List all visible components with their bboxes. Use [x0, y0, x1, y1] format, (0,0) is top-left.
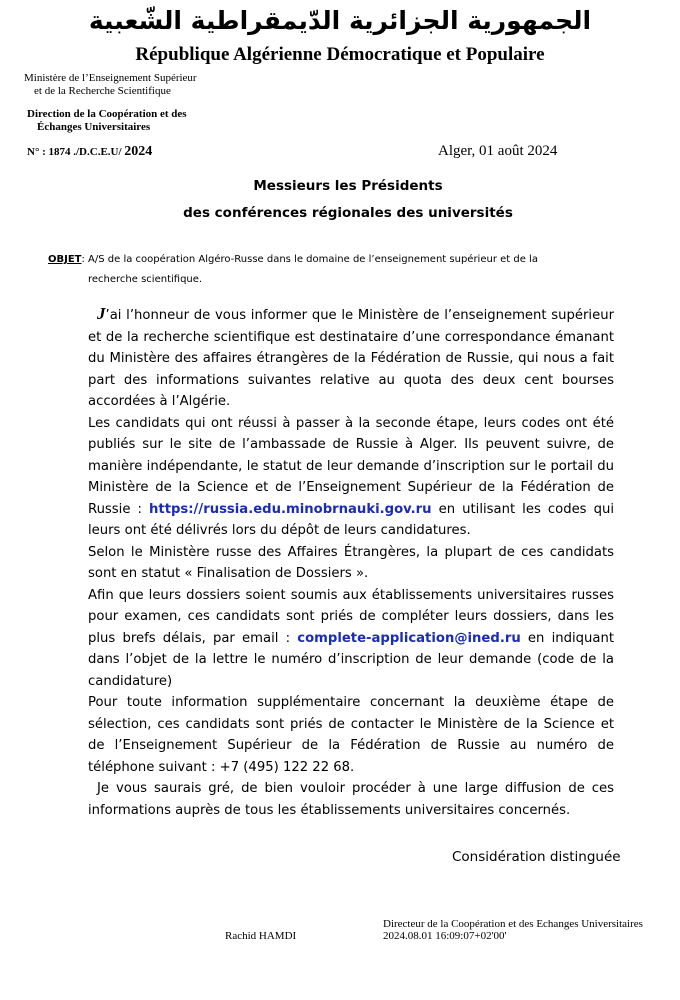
paragraph-5: Pour toute information supplémentaire concernant la deuxième étape de sélection, ces candidats sont priés de contacter le Ministère de la Science et de l’Enseignement Supérieur de la Fédération de Russie au numéro de téléphone suivant : +7 (495) 122 22 68. — [88, 695, 614, 775]
letter-date: Alger, 01 août 2024 — [438, 143, 558, 159]
signatory-title: Directeur de la Coopération et des Echanges Universitaires — [383, 918, 643, 930]
objet-text-line-2: recherche scientifique. — [88, 274, 203, 285]
digital-signature-block — [383, 918, 643, 942]
objet-text: : A/S de la coopération Algéro-Russe dans le domaine de l’enseignement supérieur et de la — [81, 254, 538, 265]
signature-timestamp: 2024.08.01 16:09:07+02'00' — [383, 930, 507, 942]
republic-title: République Algérienne Démocratique et Populaire — [135, 44, 545, 65]
reference-number — [27, 144, 152, 160]
direction-line-1: Direction de la Coopération et des — [27, 108, 187, 120]
email-link[interactable]: complete-application@ined.ru — [297, 630, 521, 646]
direction-line-2: Échanges Universitaires — [37, 121, 151, 133]
objet-label: OBJET — [48, 254, 82, 265]
paragraph-4: Afin que leurs dossiers soient soumis aux établissements universitaires russes pour examen, ces candidats sont priés de compléter leurs dossiers, dans les plus brefs délais, par email : complete-application@ined.ru en indiquant dans l’objet de la lettre le numéro d’inscription de leur demande (code de la candidature) — [88, 587, 614, 689]
closing-salutation: Considération distinguée — [452, 849, 621, 865]
objet-block — [48, 250, 588, 290]
paragraph-6: Je vous saurais gré, de bien vouloir procéder à une large diffusion de ces informations auprès de tous les établissements universitaires concernés. — [88, 781, 614, 818]
direction-block — [27, 108, 257, 134]
paragraph-3: Selon le Ministère russe des Affaires Étrangères, la plupart de ces candidats sont en statut « Finalisation de Dossiers ». — [88, 544, 614, 581]
portal-link[interactable]: https://russia.edu.minobrnauki.gov.ru — [149, 501, 432, 517]
ministry-block — [24, 72, 244, 98]
arabic-title: الجمهورية الجزائرية الدّيمقراطية الشّعبية — [88, 6, 592, 35]
addressee-line-1: Messieurs les Présidents — [253, 178, 443, 194]
letter-body — [88, 303, 614, 821]
paragraph-1: J’ai l’honneur de vous informer que le Ministère de l’enseignement supérieur et de la recherche scientifique est destinataire d’une correspondance émanant du Ministère des affaires étrangères de la Fédération de Russie, qui nous a fait part des informations suivantes relative au quota des deux cent bourses accordées à l’Algérie. — [88, 304, 614, 409]
ministry-line-2: et de la Recherche Scientifique — [34, 85, 171, 97]
drop-initial: J — [97, 304, 106, 323]
reference-year: 2024 — [124, 144, 153, 159]
ministry-line-1: Ministère de l’Enseignement Supérieur — [24, 72, 197, 84]
signatory-name: Rachid HAMDI — [225, 930, 297, 942]
reference-prefix: N° : 1874 ./D.C.E.U/ — [27, 146, 122, 158]
paragraph-2: Les candidats qui ont réussi à passer à la seconde étape, leurs codes ont été publiés sur le site de l’ambassade de Russie à Alger. Ils peuvent suivre, de manière indépendante, le statut de leur demande d’inscription sur le portail du Ministère de la Science et de l’Enseignement Supérieur de la Fédération de Russie : https://russia.edu.minobrnauki.gov.ru en utilisant les codes qui leurs ont été délivrés lors du dépôt de leurs candidatures. — [88, 415, 614, 538]
addressee-line-2: des conférences régionales des universités — [183, 205, 513, 221]
